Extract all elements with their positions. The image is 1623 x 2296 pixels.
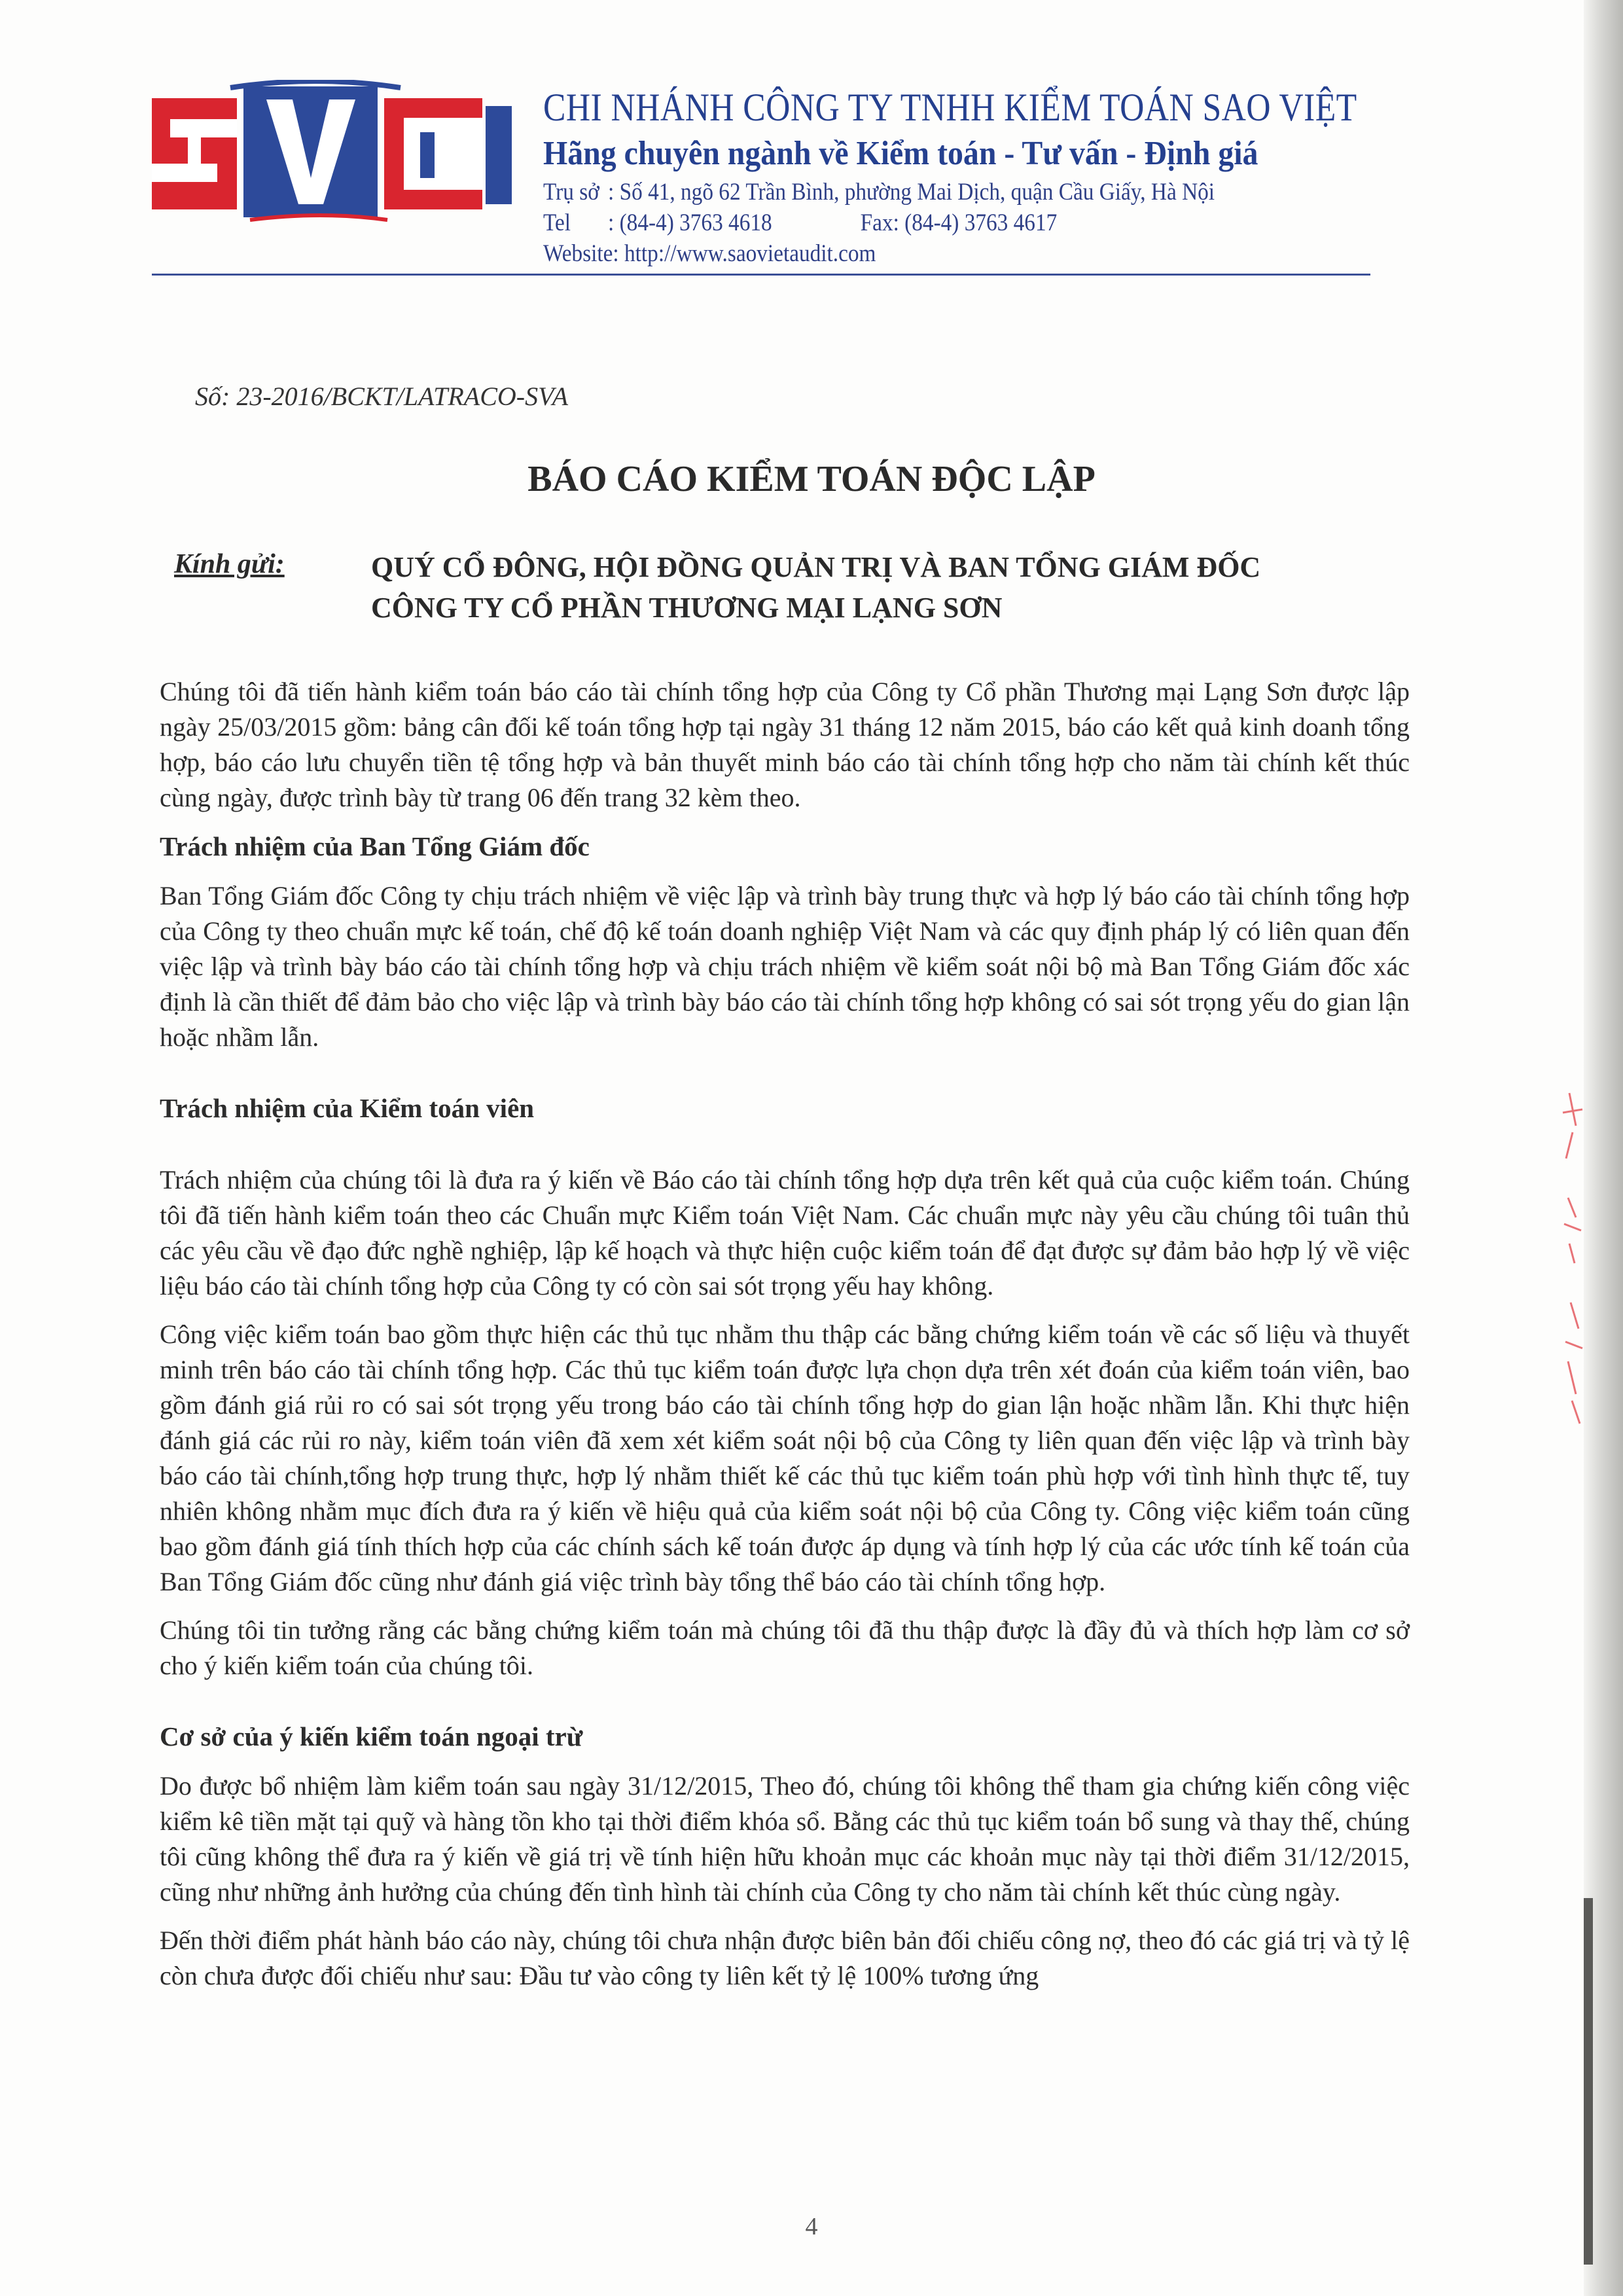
report-body (160, 674, 1410, 2007)
header-divider (152, 274, 1370, 276)
recipient-line-1: QUÝ CỔ ĐÔNG, HỘI ĐỒNG QUẢN TRỊ VÀ BAN TỔNG GIÁM ĐỐC (371, 551, 1261, 583)
recipient-line-2: CÔNG TY CỔ PHẦN THƯƠNG MẠI LẠNG SƠN (371, 592, 1003, 624)
company-website: Website: http://www.saovietaudit.com (543, 240, 876, 267)
address-value: : Số 41, ngõ 62 Trần Bình, phường Mai Dịch, quận Cầu Giấy, Hà Nội (608, 179, 1215, 206)
sao-viet-logo (152, 80, 518, 225)
recipient-block (371, 547, 1353, 628)
auditor-paragraph-2: Công việc kiểm toán bao gồm thực hiện các thủ tục nhằm thu thập các bằng chứng kiểm toán về các số liệu và thuyết minh trên báo cáo tài chính tổng hợp. Các thủ tục kiểm toán được lựa chọn dựa trên xét đoán của kiểm toán viên, bao gồm đánh giá rủi ro có sai sót trọng yếu trong báo cáo tài chính tổng hợp do gian lận hoặc nhầm lẫn. Khi thực hiện đánh giá các rủi ro này, kiểm toán viên đã xem xét kiểm soát nội bộ của Công ty liên quan đến việc lập và trình bày báo cáo tài chính,tổng hợp trung thực, hợp lý nhằm thiết kế các thủ tục kiểm toán phù hợp với tình hình thực tế, tuy nhiên không nhằm mục đích đưa ra ý kiến về hiệu quả của kiểm soát nội bộ của Công ty. Công việc kiểm toán cũng bao gồm đánh giá tính thích hợp của các chính sách kế toán được áp dụng và tính hợp lý của các ước tính kế toán của Ban Tổng Giám đốc cũng như đánh giá việc trình bày tổng thể báo cáo tài chính tổng hợp. (160, 1319, 1410, 1596)
section-heading-management: Trách nhiệm của Ban Tổng Giám đốc (160, 831, 590, 861)
qualified-basis-paragraph-2: Đến thời điểm phát hành báo cáo này, chúng tôi chưa nhận được biên bản đối chiếu công nợ, theo đó các giá trị và tỷ lệ còn chưa được đối chiếu như sau: Đầu tư vào công ty liên kết tỷ lệ 100% tương ứng (160, 1926, 1410, 1990)
section-heading-qualified-basis: Cơ sở của ý kiến kiểm toán ngoại trừ (160, 1721, 583, 1751)
address-label: Trụ sở (543, 179, 599, 206)
scan-edge-shadow (1584, 1898, 1593, 2265)
tel-label: Tel (543, 209, 571, 236)
page-number: 4 (805, 2213, 818, 2240)
fax-value: Fax: (84-4) 3763 4617 (860, 209, 1058, 236)
report-reference: Số: 23-2016/BCKT/LATRACO-SVA (195, 382, 568, 411)
tel-value: : (84-4) 3763 4618 (608, 209, 772, 236)
intro-paragraph: Chúng tôi đã tiến hành kiểm toán báo cáo tài chính tổng hợp của Công ty Cổ phần Thương mại Lạng Sơn được lập ngày 25/03/2015 gồm: bảng cân đối kế toán tổng hợp tại ngày 31 tháng 12 năm 2015, báo cáo kết quả kinh doanh tổng hợp, báo cáo lưu chuyển tiền tệ tổng hợp và bản thuyết minh báo cáo tài chính tổng hợp cho năm tài chính kết thúc cùng ngày, được trình bày từ trang 06 đến trang 32 kèm theo. (160, 677, 1410, 812)
section-heading-auditor: Trách nhiệm của Kiểm toán viên (160, 1093, 535, 1123)
auditor-paragraph-3: Chúng tôi tin tưởng rằng các bằng chứng kiểm toán mà chúng tôi đã thu thập được là đầy đủ và thích hợp làm cơ sở cho ý kiến kiểm toán của chúng tôi. (160, 1615, 1410, 1680)
management-paragraph: Ban Tổng Giám đốc Công ty chịu trách nhiệm về việc lập và trình bày trung thực và hợp lý báo cáo tài chính tổng hợp của Công ty theo chuẩn mực kế toán, chế độ kế toán doanh nghiệp Việt Nam và các quy định pháp lý có liên quan đến việc lập và trình bày báo cáo tài chính tổng hợp và chịu trách nhiệm về kiểm soát nội bộ mà Ban Tổng Giám đốc xác định là cần thiết để đảm bảo cho việc lập và trình bày báo cáo tài chính tổng hợp không có sai sót trọng yếu do gian lận hoặc nhầm lẫn. (160, 881, 1410, 1052)
company-slogan: Hãng chuyên ngành về Kiểm toán - Tư vấn - Định giá (543, 135, 1258, 172)
company-name: CHI NHÁNH CÔNG TY TNHH KIỂM TOÁN SAO VIỆT (543, 86, 1357, 129)
qualified-basis-paragraph-1: Do được bổ nhiệm làm kiểm toán sau ngày 31/12/2015, Theo đó, chúng tôi không thể tham gia chứng kiến công việc kiểm kê tiền mặt tại quỹ và hàng tồn kho tại thời điểm khóa sổ. Bằng các thủ tục kiểm toán bổ sung và thay thế, chúng tôi cũng không thể đưa ra ý kiến về giá trị về tính hiện hữu khoản mục các khoản mục này tại thời điểm 31/12/2015, cũng như những ảnh hưởng của chúng đến tình hình tài chính của Công ty cho năm tài chính kết thúc cùng ngày. (160, 1771, 1410, 1907)
company-address-row (543, 177, 1368, 207)
auditor-paragraph-1: Trách nhiệm của chúng tôi là đưa ra ý kiến về Báo cáo tài chính tổng hợp dựa trên kết quả của cuộc kiểm toán. Chúng tôi đã tiến hành kiểm toán theo các Chuẩn mực Kiểm toán Việt Nam. Các chuẩn mực này yêu cầu chúng tôi tuân thủ các yêu cầu về đạo đức nghề nghiệp, lập kế hoạch và thực hiện cuộc kiểm toán để đạt được sự đảm bảo hợp lý về việc liệu báo cáo tài chính tổng hợp của Công ty có còn sai sót trọng yếu hay không. (160, 1165, 1410, 1300)
salutation-label: Kính gửi: (174, 549, 285, 579)
company-header (543, 85, 1459, 269)
company-phone-row (543, 207, 1368, 238)
report-title: BÁO CÁO KIỂM TOÁN ĐỘC LẬP (527, 459, 1096, 499)
